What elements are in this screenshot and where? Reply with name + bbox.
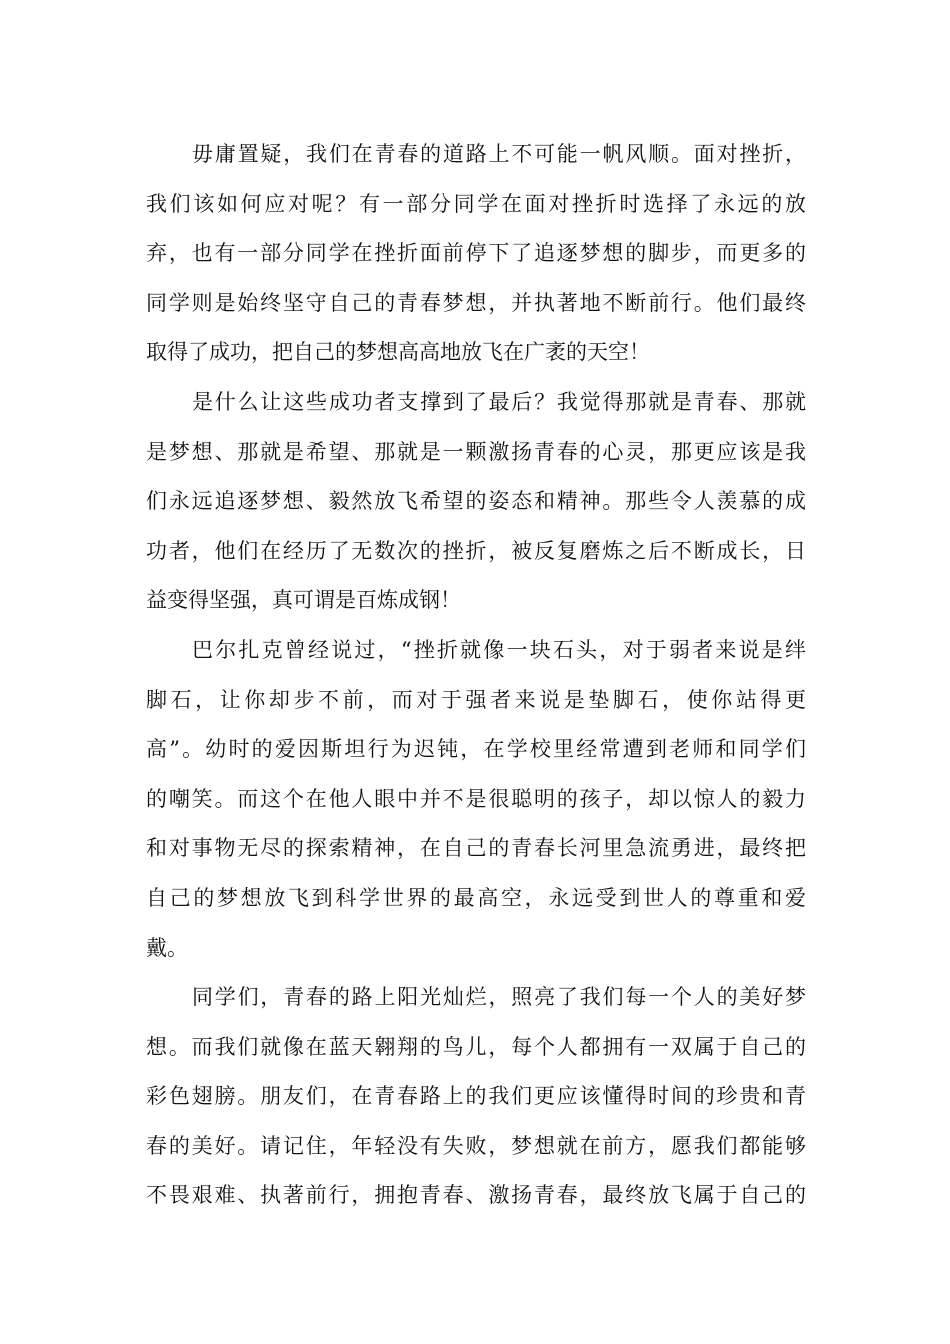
- text-line: 取得了成功，把自己的梦想高高地放飞在广袤的天空！: [146, 340, 650, 365]
- text-line: 是什么让这些成功者支撑到了最后？我觉得那就是青春、那就: [192, 389, 806, 414]
- text-line: 巴尔扎克曾经说过，“挫折就像一块石头，对于弱者来说是绊: [192, 637, 806, 662]
- text-line: 脚石，让你却步不前，而对于强者来说是垫脚石，使你站得更: [146, 687, 806, 712]
- document-page: [146, 130, 806, 1221]
- text-line: 同学们，青春的路上阳光灿烂，照亮了我们每一个人的美好梦: [192, 985, 806, 1010]
- text-line: 们永远追逐梦想、毅然放飞希望的姿态和精神。那些令人羡慕的成: [146, 489, 806, 514]
- paragraph-3: [146, 626, 806, 973]
- text-line: 同学则是始终坚守自己的青春梦想，并执著地不断前行。他们最终: [146, 290, 806, 315]
- text-line: 想。而我们就像在蓝天翱翔的鸟儿，每个人都拥有一双属于自己的: [146, 1034, 806, 1059]
- text-line: 益变得坚强，真可谓是百炼成钢！: [146, 588, 461, 613]
- text-line: 功者，他们在经历了无数次的挫折，被反复磨炼之后不断成长，日: [146, 538, 806, 563]
- paragraph-2: [146, 378, 806, 626]
- text-line: 高”。幼时的爱因斯坦行为迟钝，在学校里经常遭到老师和同学们: [146, 737, 806, 762]
- text-line: 自己的梦想放飞到科学世界的最高空，永远受到世人的尊重和爱: [146, 885, 806, 910]
- text-line: 春的美好。请记住，年轻没有失败，梦想就在前方，愿我们都能够: [146, 1133, 806, 1158]
- paragraph-1: [146, 130, 806, 378]
- text-line: 弃，也有一部分同学在挫折面前停下了追逐梦想的脚步，而更多的: [146, 241, 806, 266]
- text-line: 的嘲笑。而这个在他人眼中并不是很聪明的孩子，却以惊人的毅力: [146, 786, 806, 811]
- text-line: 我们该如何应对呢？有一部分同学在面对挫折时选择了永远的放: [146, 191, 806, 216]
- text-line: 不畏艰难、执著前行，拥抱青春、激扬青春，最终放飞属于自己的: [146, 1183, 806, 1208]
- text-line: 戴。: [146, 935, 188, 960]
- text-line: 彩色翅膀。朋友们，在青春路上的我们更应该懂得时间的珍贵和青: [146, 1084, 806, 1109]
- text-line: 毋庸置疑，我们在青春的道路上不可能一帆风顺。面对挫折，: [192, 142, 806, 166]
- paragraph-4: [146, 973, 806, 1221]
- text-line: 是梦想、那就是希望、那就是一颗激扬青春的心灵，那更应该是我: [146, 439, 806, 464]
- text-line: 和对事物无尽的探索精神，在自己的青春长河里急流勇进，最终把: [146, 836, 806, 861]
